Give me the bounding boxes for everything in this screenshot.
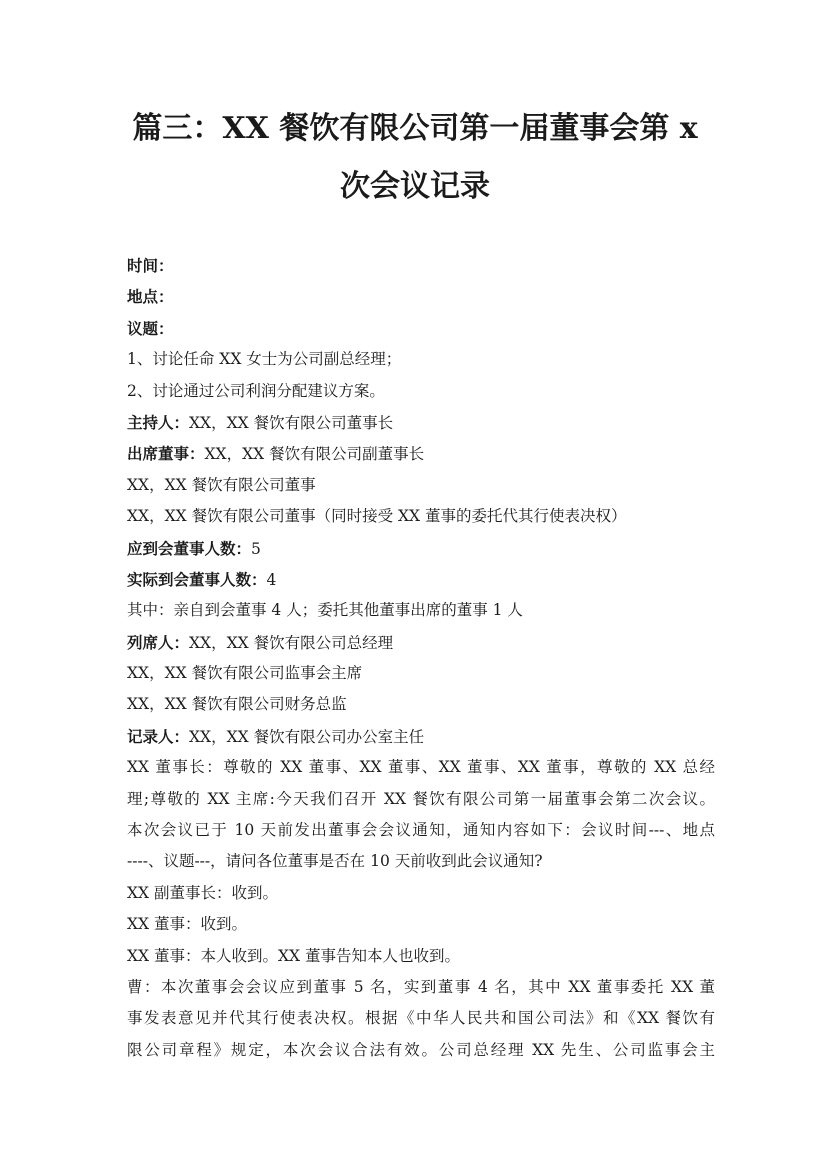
field-label: 地点： (127, 287, 174, 307)
time-field (127, 250, 715, 281)
field-label: 记录人： (127, 726, 190, 746)
minutes-line: 曹：本次董事会会议应到董事 5 名，实到董事 4 名，其中 XX 董事委托 XX 董 (127, 977, 715, 996)
observer-field (127, 627, 715, 658)
document-title (100, 100, 730, 216)
actual-count-detail: 其中：亲自到会董事 4 人；委托其他董事出席的董事 1 人 (127, 601, 523, 620)
host-field (127, 407, 715, 438)
field-label: 时间： (127, 256, 174, 275)
attend-field (127, 438, 715, 469)
observer: XX，XX 餐饮有限公司财务总监 (127, 695, 347, 714)
field-value: XX，XX 餐饮有限公司总经理 (189, 633, 394, 652)
minutes-line: 理;尊敬的 XX 主席:今天我们召开 XX 餐饮有限公司第一届董事会第二次会议。 (127, 789, 715, 808)
field-value: XX，XX 餐饮有限公司办公室主任 (189, 727, 425, 746)
minutes-line: 限公司章程》规定，本次会议合法有效。公司总经理 XX 先生、公司监事会主 (127, 1040, 715, 1059)
field-value: XX，XX 餐饮有限公司董事长 (189, 413, 394, 432)
field-value: XX，XX 餐饮有限公司副董事长 (204, 445, 425, 464)
field-label: 主持人： (127, 412, 190, 432)
attendee: XX，XX 餐饮有限公司董事（同时接受 XX 董事的委托代其行使表决权） (127, 507, 627, 526)
field-value: 5 (251, 539, 261, 558)
agenda-item: 2、讨论通过公司利润分配建议方案。 (127, 381, 385, 400)
minutes-text (127, 752, 715, 1066)
minutes-line: 本次会议已于 10 天前发出董事会会议通知，通知内容如下：会议时间---、地点 (127, 821, 715, 840)
agenda-field (127, 313, 715, 344)
minutes-line: XX 董事长：尊敬的 XX 董事、XX 董事、XX 董事、XX 董事，尊敬的 XX 总经 (127, 758, 715, 777)
field-label: 议题： (127, 318, 174, 338)
minutes-line: XX 副董事长：收到。 (127, 883, 278, 902)
title-line: 次会议记录 (340, 169, 490, 204)
minutes-line: XX 董事：收到。 (127, 915, 247, 934)
place-field (127, 281, 715, 312)
field-value: 4 (266, 570, 277, 589)
field-label: 列席人： (127, 632, 190, 652)
recorder-field (127, 721, 715, 752)
title-line: 篇三：XX 餐饮有限公司第一届董事会第 x (132, 111, 698, 146)
field-label: 出席董事： (127, 444, 205, 464)
observer: XX，XX 餐饮有限公司监事会主席 (127, 664, 363, 683)
attendee: XX，XX 餐饮有限公司董事 (127, 475, 316, 494)
expected-count-field (127, 533, 715, 564)
agenda-item: 1、讨论任命 XX 女士为公司副总经理； (127, 350, 402, 369)
minutes-line: 事发表意见并代其行使表决权。根据《中华人民共和国公司法》和《XX 餐饮有 (127, 1009, 715, 1028)
minutes-line: ----、议题---，请问各位董事是否在 10 天前收到此会议通知? (127, 852, 543, 871)
field-label: 应到会董事人数： (127, 538, 252, 558)
minutes-line: XX 董事：本人收到。XX 董事告知本人也收到。 (127, 946, 460, 965)
field-label: 实际到会董事人数： (127, 569, 267, 589)
document-body (127, 250, 715, 1066)
actual-count-field (127, 564, 715, 595)
